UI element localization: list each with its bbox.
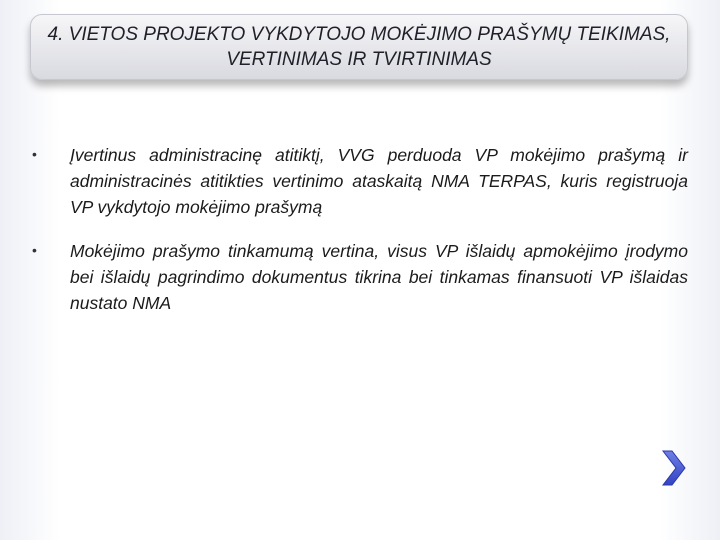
bullet-marker: • xyxy=(32,242,37,258)
list-item-text: Mokėjimo prašymo tinkamumą vertina, visus VP išlaidų apmokėjimo įrodymo bei išlaidų pagrindimo dokumentus tikrina bei tinkamas finansuoti VP išlaidas nustato NMA xyxy=(70,241,688,313)
slide-title-box xyxy=(30,14,688,80)
list-item xyxy=(30,238,688,316)
chevron-right-icon xyxy=(660,448,688,488)
bullet-list xyxy=(30,142,688,334)
list-item xyxy=(30,142,688,220)
list-item-text: Įvertinus administracinę atitiktį, VVG perduoda VP mokėjimo prašymą ir administracinės atitikties vertinimo ataskaitą NMA TERPAS, kuris registruoja VP vykdytojo mokėjimo prašymą xyxy=(70,145,688,217)
bullet-marker: • xyxy=(32,146,37,162)
next-slide-button[interactable] xyxy=(660,448,688,488)
slide-title: 4. VIETOS PROJEKTO VYKDYTOJO MOKĖJIMO PRAŠYMŲ TEIKIMAS, VERTINIMAS IR TVIRTINIMAS xyxy=(47,24,671,70)
